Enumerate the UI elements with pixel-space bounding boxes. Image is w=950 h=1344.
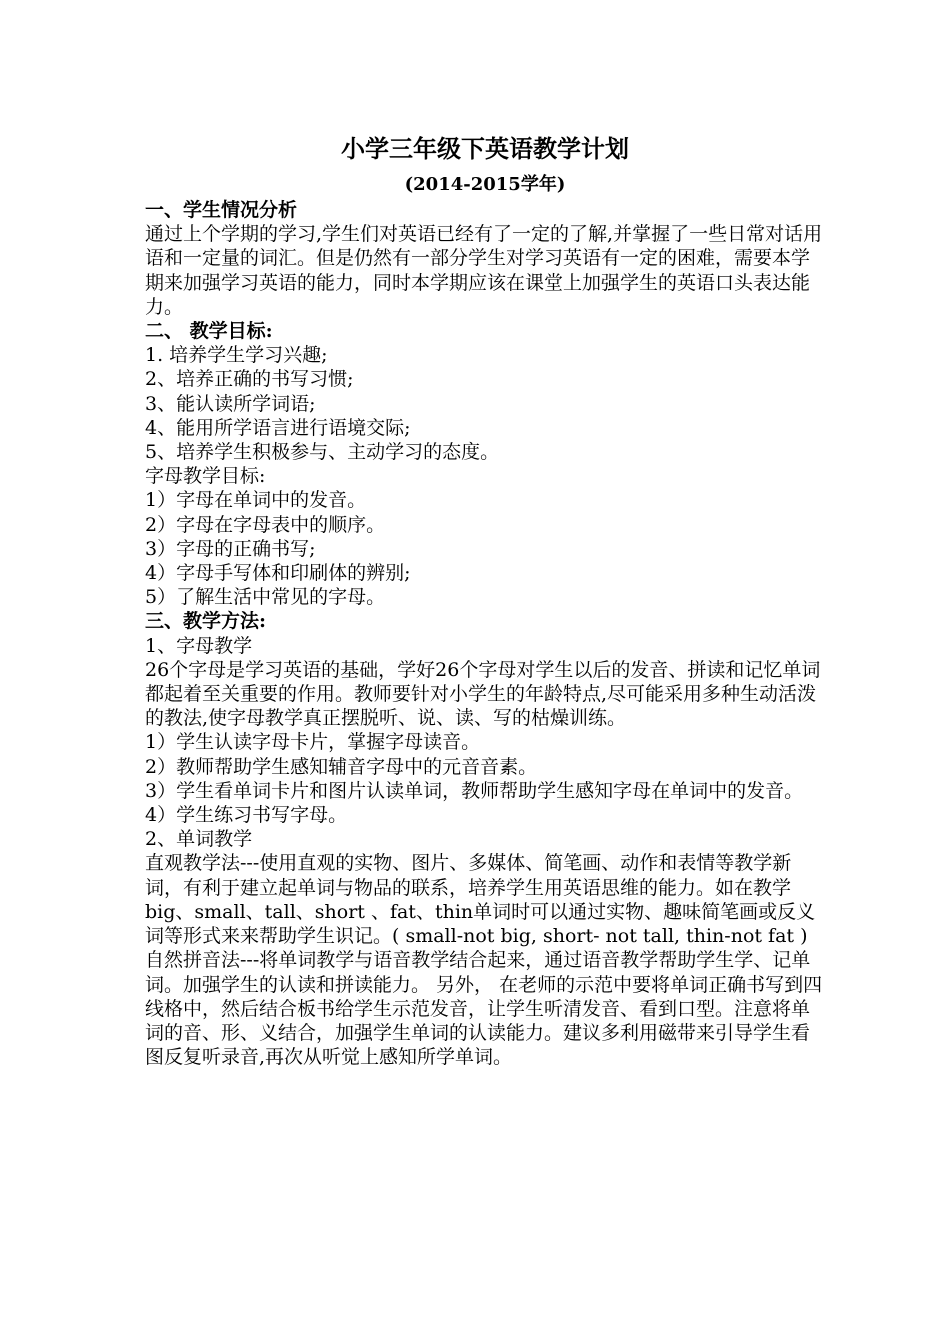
method-word-title: 2、单词教学 [145, 828, 253, 851]
method-letter-paragraph: 26个字母是学习英语的基础，学好26个字母对学生以后的发音、拼读和记忆单词都起着至关重要的作用。教师要针对小学生的年龄特点,尽可能采用多种生动活泼的教法,使字母教学真正摆脱听、说、读、写的枯燥训练。 [145, 658, 821, 730]
document-page [145, 132, 825, 1069]
method-letter-item: 3）学生看单词卡片和图片认读单词，教师帮助学生感知字母在单词中的发音。 [145, 779, 804, 802]
student-analysis-paragraph: 通过上个学期的学习,学生们对英语已经有了一定的了解,并掌握了一些日常对话用语和一定量的词汇。但是仍然有一部分学生对学习英语有一定的困难，需要本学期来加强学习英语的能力，同时本学期应该在课堂上加强学生的英语口头表达能力。 [145, 223, 823, 318]
goal-item: 1. 培养学生学习兴趣; [145, 344, 328, 367]
method-letter-item: 1）学生认读字母卡片，掌握字母读音。 [145, 731, 481, 754]
letter-goals-heading: 字母教学目标: [145, 465, 266, 488]
letter-goal-item: 4）字母手写体和印刷体的辨别; [145, 562, 411, 585]
letter-goal-item: 3）字母的正确书写; [145, 537, 316, 560]
method-letter-item: 2）教师帮助学生感知辅音字母中的元音音素。 [145, 755, 538, 778]
section-heading-teaching-methods: 三、教学方法: [145, 610, 267, 633]
goal-item: 3、能认读所学词语; [145, 392, 316, 415]
goal-item: 4、能用所学语言进行语境交际; [145, 416, 411, 439]
document-subtitle: (2014-2015学年) [404, 174, 566, 195]
method-word-paragraph-direct: 直观教学法---使用直观的实物、图片、多媒体、简笔画、动作和表情等教学新词，有利于建立起单词与物品的联系，培养学生用英语思维的能力。如在教学big、small、tall、short 、fat、thin单词时可以通过实物、趣味简笔画或反义词等形式来来帮助学生识记。( small-not big, short- not tall, thin-not fat ) [145, 852, 816, 948]
goal-item: 2、培养正确的书写习惯; [145, 368, 354, 391]
section-heading-student-analysis: 一、学生情况分析 [145, 199, 298, 221]
section-heading-teaching-goals: 二、 教学目标: [145, 320, 273, 343]
method-word-paragraph-phonics: 自然拼音法---将单词教学与语音教学结合起来，通过语音教学帮助学生学、记单词。加强学生的认读和拼读能力。 另外， 在老师的示范中要将单词正确书写到四线格中，然后结合板书给学生示范发音，让学生听清发音、看到口型。注意将单词的音、形、义结合，加强学生单词的认读能力。建议多利用磁带来引导学生看图反复听录音,再次从听觉上感知所学单词。 [145, 949, 823, 1069]
letter-goal-item: 2）字母在字母表中的顺序。 [145, 513, 386, 536]
letter-goal-item: 1）字母在单词中的发音。 [145, 489, 367, 512]
document-title: 小学三年级下英语教学计划 [341, 134, 629, 163]
letter-goal-item: 5）了解生活中常见的字母。 [145, 586, 386, 609]
method-letter-title: 1、字母教学 [145, 634, 253, 657]
goal-item: 5、培养学生积极参与、主动学习的态度。 [145, 441, 500, 464]
method-letter-item: 4）学生练习书写字母。 [145, 804, 348, 827]
